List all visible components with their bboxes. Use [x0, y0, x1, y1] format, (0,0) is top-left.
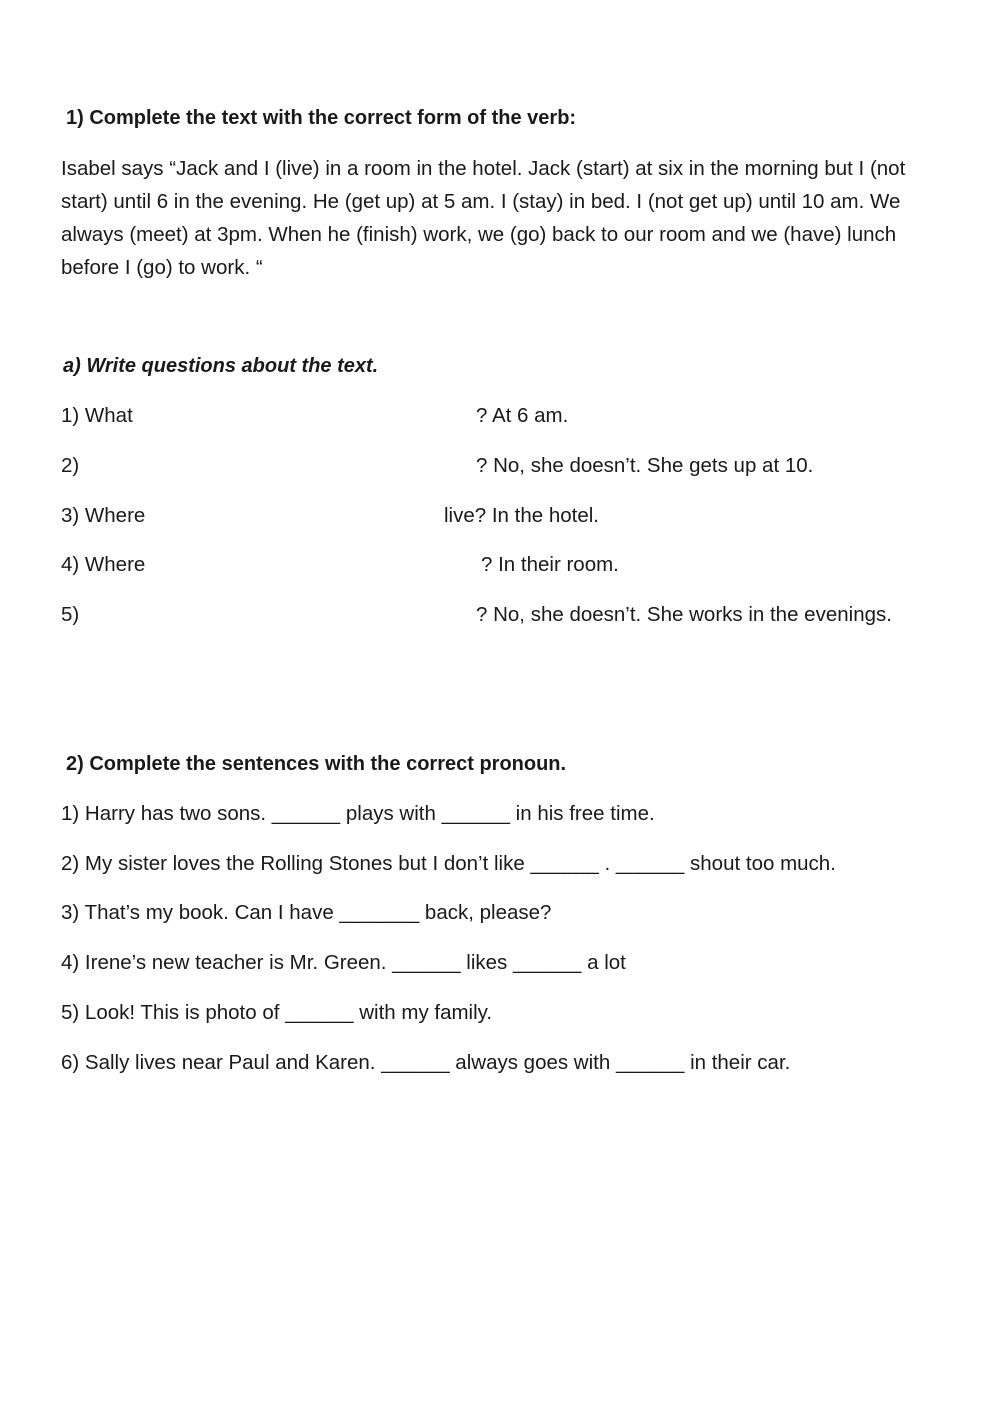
- question-1-prompt: 1) What: [61, 404, 133, 427]
- section-1-paragraph: Isabel says “Jack and I (live) in a room in the hotel. Jack (start) at six in the morning but I (not start) until 6 in the evening. He (get up) at 5 am. I (stay) in bed. I (not get up) until 10 am. We always (meet) at 3pm. When he (finish) work, we (go) back to our room and we (have) lunch before I (go) to work. “: [61, 157, 906, 279]
- pronoun-sentence-5: 5) Look! This is photo of ______ with my family.: [61, 1001, 493, 1024]
- pronoun-sentence-1: 1) Harry has two sons. ______ plays with ______ in his free time.: [61, 802, 655, 825]
- question-2-prompt: 2): [61, 454, 80, 477]
- question-5-prompt: 5): [61, 603, 80, 626]
- section-2-heading: 2) Complete the sentences with the correct pronoun.: [66, 753, 567, 775]
- question-2-answer: ? No, she doesn’t. She gets up at 10.: [476, 454, 814, 477]
- pronoun-sentence-3: 3) That’s my book. Can I have _______ back, please?: [61, 901, 552, 924]
- pronoun-sentence-4: 4) Irene’s new teacher is Mr. Green. ______ likes ______ a lot: [61, 951, 626, 974]
- question-3-prompt: 3) Where: [61, 504, 146, 527]
- question-3-answer: live? In the hotel.: [444, 504, 599, 527]
- pronoun-sentence-6: 6) Sally lives near Paul and Karen. ______ always goes with ______ in their car.: [61, 1051, 791, 1074]
- question-4-prompt: 4) Where: [61, 553, 146, 576]
- question-4-answer: ? In their room.: [481, 553, 619, 576]
- section-a-heading: a) Write questions about the text.: [63, 355, 379, 377]
- section-1-heading: 1) Complete the text with the correct form of the verb:: [66, 107, 577, 129]
- pronoun-sentence-2: 2) My sister loves the Rolling Stones but I don’t like ______ . ______ shout too much.: [61, 852, 836, 875]
- question-5-answer: ? No, she doesn’t. She works in the evenings.: [476, 603, 892, 626]
- question-1-answer: ? At 6 am.: [476, 404, 569, 427]
